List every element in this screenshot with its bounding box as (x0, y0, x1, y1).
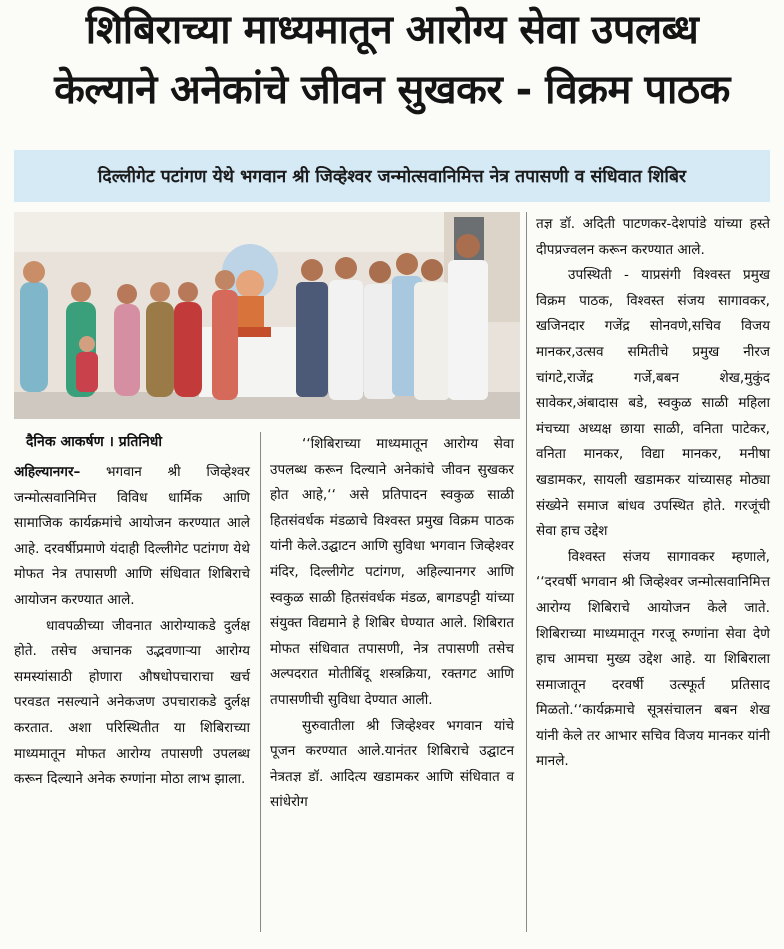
headline (0, 0, 784, 120)
headline-line-1: शिबिराच्या माध्यमातून आरोग्य सेवा उपलब्ध (85, 7, 699, 53)
headline-line-2: केल्याने अनेकांचे जीवन सुखकर - विक्रम पाठक (54, 67, 730, 113)
paragraph: उपस्थिती - याप्रसंगी विश्‍वस्त प्रमुख विक्रम पाठक, विश्‍वस्त संजय सागावकर, खजिनदार गजेंद्र सोनवणे,सचिव विजय मानकर,उत्सव समितीचे प्रमुख नीरज चांगटे,राजेंद्र गर्जे,बबन शेख,मुकुंद सावेकर,अंबादास बडे, स्वकुळ साळी महिला मंचच्या अध्यक्ष छाया साळी, वनिता पाटेकर, वनिता मानकर, विद्या मानकर, मनीषा खडामकर, सायली खडामकर यांच्यासह मोठ्या संख्येने समाज बांधव उपस्थित होते. गरजूंची सेवा हाच उद्देश (536, 267, 770, 540)
dateline-place: अहिल्यानगर– (14, 464, 81, 480)
article-column-1 (14, 460, 250, 793)
subheadline: दिल्लीगेट पटांगण येथे भगवान श्री जिव्हेश्‍वर जन्मोत्सवानिमित्त नेत्र तपासणी व संधिवात शिबिर (97, 167, 687, 187)
event-photo-icon (14, 212, 520, 419)
paragraph: तज्ञ डॉ. अदिती पाटणकर-देशपांडे यांच्या हस्ते दीपप्रज्वलन करून करण्यात आले. (536, 216, 770, 258)
column-divider (526, 212, 527, 932)
article-column-2 (270, 432, 514, 816)
article-column-3 (536, 212, 770, 775)
paragraph: सुरुवातीला श्री जिव्हेश्‍वर भगवान यांचे पूजन करण्यात आले.यानंतर शिबिराचे उद्घाटन नेत्रतज्ञ डॉ. आदित्य खडामकर आणि संधिवात व सांधेरोग (270, 717, 514, 811)
paragraph: विश्‍वस्त संजय सागावकर म्हणाले, ‘‘दरवर्षी भगवान श्री जिव्हेश्‍वर जन्मोत्सवानिमित्त आरोग्य शिबिराचे आयोजन केले जाते. शिबिराच्या माध्यमातून गरजू रुग्णांना सेवा देणे हाच आमचा मुख्य उद्देश आहे. या शिबिराला समाजातून दरवर्षी उत्स्फूर्त प्रतिसाद मिळतो.‘‘कार्यक्रमाचे सूत्रसंचालन बबन शेख यांनी केले तर आभार सचिव विजय मानकर यांनी मानले. (536, 548, 770, 770)
column-divider (260, 432, 261, 932)
subheadline-band (14, 150, 770, 202)
paragraph (14, 460, 250, 614)
paragraph: धावपळीच्या जीवनात आरोग्याकडे दुर्लक्ष होते. तसेच अचानक उद्भवणाऱ्या आरोग्य समस्यांसाठी होणारा औषधोपचाराचा खर्च परवडत नसल्याने अनेकजण उपचाराकडे दुर्लक्ष करतात. अशा परिस्थितीत या शिबिराच्या माध्यमातून मोफत आरोग्य तपासणी उपलब्ध करून दिल्याने अनेक रुग्णांना मोठा लाभ झाला. (14, 617, 250, 788)
byline: दैनिक आकर्षण । प्रतिनिधी (26, 434, 162, 450)
paragraph: ‘‘शिबिराच्या माध्यमातून आरोग्य सेवा उपलब्ध करून दिल्याने अनेकांचे जीवन सुखकर होत आहे,‘‘ असे प्रतिपादन स्वकुळ साळी हितसंवर्धक मंडळाचे विश्‍वस्त प्रमुख विक्रम पाठक यांनी केले.उद्घाटन आणि सुविधा भगवान जिव्हेश्‍वर मंदिर, दिल्लीगेट पटांगण, अहिल्यानगर आणि स्वकुळ साळी हितसंवर्धक मंडळ, बागडपट्टी यांच्या संयुक्त विद्यमाने हे शिबिर घेण्यात आले. शिबिरात मोफत संधिवात तपासणी, नेत्र तपासणी तसेच अल्पदरात मोतीबिंदू शस्त्रक्रिया, रक्तगट आणि तपासणीची सुविधा देण्यात आली. (270, 436, 514, 708)
paragraph-text: भगवान श्री जिव्हेश्‍वर जन्मोत्सवानिमित्त विविध धार्मिक आणि सामाजिक कार्यक्रमांचे आयोजन करण्यात आले आहे. दरवर्षीप्रमाणे यंदाही दिल्लीगेट पटांगण येथे मोफत नेत्र तपासणी आणि संधिवात शिबिराचे आयोजन करण्यात आले. (14, 464, 250, 608)
event-photo (14, 212, 520, 419)
